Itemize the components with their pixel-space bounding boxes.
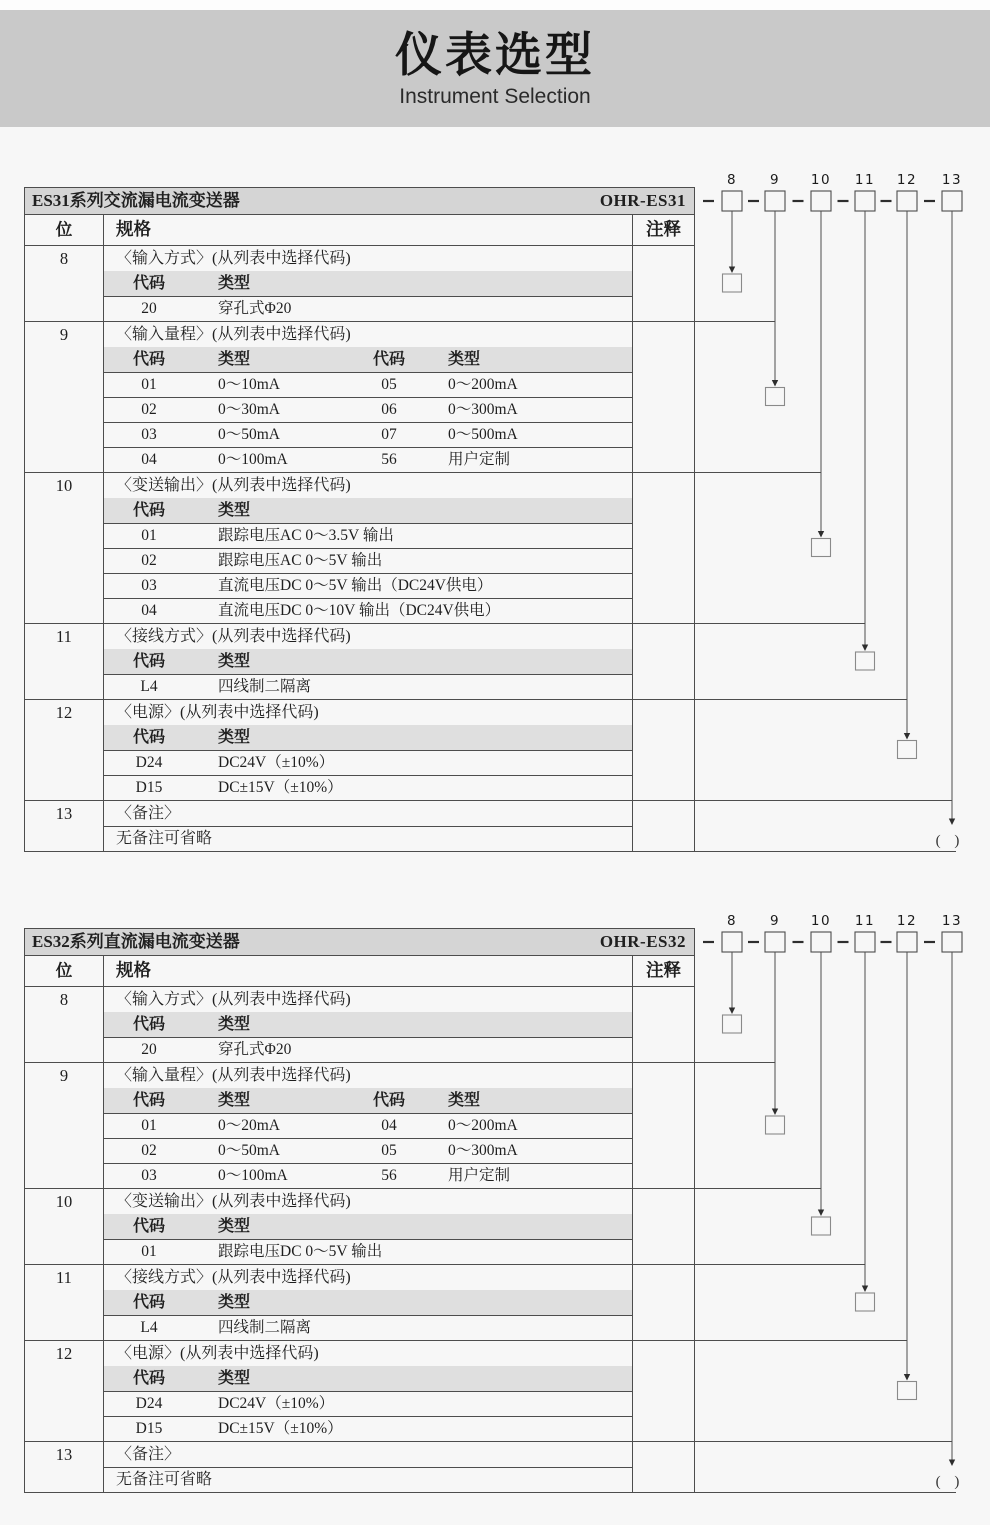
digit-label: 9 (769, 172, 781, 188)
code-row (104, 1239, 632, 1264)
spec-title: 〈输入方式〉(从列表中选择代码) (116, 250, 351, 267)
target-box (856, 652, 875, 670)
code-table-header (104, 347, 632, 372)
code-value: 01 (141, 1117, 157, 1134)
spec-cell (104, 473, 633, 623)
spec-row-9 (25, 1062, 694, 1188)
spec-row-10 (25, 1188, 694, 1264)
code-row (104, 1391, 632, 1416)
spec-row-12 (25, 1340, 694, 1441)
code-value: 56 (381, 1167, 397, 1184)
remark-text: 无备注可省略 (104, 1467, 632, 1492)
code-value: 20 (141, 1041, 157, 1058)
type-value: 0～30mA (218, 401, 281, 418)
position-number: 9 (25, 1063, 104, 1188)
code-table-header (104, 649, 632, 674)
digit-label: 10 (810, 172, 832, 188)
selection-table-ohr-es31 (24, 187, 695, 852)
type-value: 直流电压DC 0～5V 输出（DC24V供电） (218, 577, 493, 594)
spec-cell (104, 1341, 633, 1441)
position-number: 10 (25, 473, 104, 623)
col-header-pos: 位 (25, 215, 104, 245)
digit-label: 11 (854, 913, 876, 929)
code-table-header (104, 1366, 632, 1391)
series-band (25, 188, 694, 214)
series-title: ES32系列直流漏电流变送器 (32, 932, 240, 951)
code-value: 05 (381, 1142, 397, 1159)
position-number: 13 (25, 801, 104, 851)
col-header-note: 注释 (646, 960, 681, 980)
code-value: 56 (381, 451, 397, 468)
spec-title: 〈输入量程〉(从列表中选择代码) (116, 326, 351, 343)
code-row (104, 523, 632, 548)
type-value: DC24V（±10%） (218, 1395, 335, 1412)
spec-cell (104, 246, 633, 321)
code-row (104, 775, 632, 800)
type-col-label: 类型 (218, 653, 251, 670)
code-row (104, 548, 632, 573)
spec-row-9 (25, 321, 694, 472)
type-value: 用户定制 (448, 451, 511, 468)
code-position-box (765, 191, 785, 211)
arrowhead-icon (862, 645, 868, 652)
spec-title: 〈变送输出〉(从列表中选择代码) (116, 1193, 351, 1210)
code-col-label: 代码 (132, 1370, 165, 1387)
column-header-row (25, 955, 694, 986)
target-box (898, 741, 917, 759)
type-value: 0～100mA (218, 451, 288, 468)
code-table-header (104, 271, 632, 296)
page-banner (0, 10, 990, 127)
code-position-box (942, 191, 962, 211)
series-title: ES31系列交流漏电流变送器 (32, 191, 240, 210)
spec-cell (104, 322, 633, 472)
type-col-label: 类型 (218, 1218, 251, 1235)
type-value: DC±15V（±10%） (218, 1420, 343, 1437)
note-cell (633, 987, 694, 1062)
col-header-spec: 规格 (104, 956, 633, 986)
type-value: 0～500mA (448, 426, 518, 443)
note-cell (633, 1341, 694, 1441)
remark-parentheses: ( ) (935, 833, 965, 849)
arrowhead-icon (904, 1374, 910, 1381)
code-row (104, 750, 632, 775)
code-value: 01 (141, 1243, 157, 1260)
column-header-row (25, 214, 694, 245)
col-header-note: 注释 (646, 219, 681, 239)
code-value: L4 (140, 678, 158, 695)
code-row (104, 422, 632, 447)
code-value: 04 (381, 1117, 397, 1134)
code-value: 06 (381, 401, 397, 418)
code-value: 05 (381, 376, 397, 393)
type-value: 0～200mA (448, 376, 518, 393)
code-col-label: 代码 (372, 1092, 405, 1109)
type-value: 0～200mA (448, 1117, 518, 1134)
type-value: 0～300mA (448, 401, 518, 418)
spec-title: 〈电源〉(从列表中选择代码) (116, 704, 319, 721)
type-value: 用户定制 (448, 1167, 511, 1184)
note-cell (633, 801, 694, 851)
spec-cell (104, 1189, 633, 1264)
code-table-header (104, 725, 632, 750)
selection-table-ohr-es32 (24, 928, 695, 1493)
code-row (104, 1315, 632, 1340)
type-value: 跟踪电压AC 0～3.5V 输出 (218, 527, 394, 544)
note-cell (633, 624, 694, 699)
code-position-box (811, 932, 831, 952)
spec-title: 〈备注〉 (116, 805, 181, 822)
type-col-label: 类型 (218, 1370, 251, 1387)
type-col-label: 类型 (218, 1294, 251, 1311)
code-row (104, 1113, 632, 1138)
spec-cell (104, 801, 633, 851)
code-row (104, 296, 632, 321)
code-row (104, 397, 632, 422)
arrowhead-icon (904, 733, 910, 740)
remark-text: 无备注可省略 (104, 826, 632, 851)
position-number: 12 (25, 1341, 104, 1441)
arrowhead-icon (729, 1008, 735, 1015)
code-col-label: 代码 (372, 351, 405, 368)
position-number: 8 (25, 987, 104, 1062)
code-position-box (765, 932, 785, 952)
code-value: 01 (141, 376, 157, 393)
code-table-header (104, 1214, 632, 1239)
spec-cell (104, 1063, 633, 1188)
spec-cell (104, 624, 633, 699)
code-row (104, 573, 632, 598)
code-position-box (942, 932, 962, 952)
code-row (104, 1138, 632, 1163)
code-position-box (897, 191, 917, 211)
position-number: 9 (25, 322, 104, 472)
arrowhead-icon (772, 1109, 778, 1116)
code-position-box (722, 932, 742, 952)
position-number: 11 (25, 624, 104, 699)
code-table-header (104, 1012, 632, 1037)
type-col-label: 类型 (448, 1092, 481, 1109)
type-col-label: 类型 (218, 351, 251, 368)
note-cell (633, 246, 694, 321)
target-box (856, 1293, 875, 1311)
spec-cell (104, 987, 633, 1062)
note-cell (633, 700, 694, 800)
remark-parentheses: ( ) (935, 1474, 965, 1490)
type-value: 0～10mA (218, 376, 281, 393)
spec-title: 〈电源〉(从列表中选择代码) (116, 1345, 319, 1362)
type-value: 四线制二隔离 (218, 1319, 312, 1336)
spec-row-8 (25, 986, 694, 1062)
code-table-header (104, 1290, 632, 1315)
code-value: L4 (140, 1319, 158, 1336)
code-row (104, 1037, 632, 1062)
position-number: 8 (25, 246, 104, 321)
position-number: 12 (25, 700, 104, 800)
type-col-label: 类型 (218, 1092, 251, 1109)
code-row (104, 598, 632, 623)
spec-title: 〈变送输出〉(从列表中选择代码) (116, 477, 351, 494)
code-col-label: 代码 (132, 1218, 165, 1235)
code-col-label: 代码 (132, 275, 165, 292)
code-row (104, 372, 632, 397)
type-value: 四线制二隔离 (218, 678, 312, 695)
code-col-label: 代码 (132, 729, 165, 746)
page-title: 仪表选型 (395, 28, 595, 83)
spec-title: 〈接线方式〉(从列表中选择代码) (116, 628, 351, 645)
spec-cell (104, 1442, 633, 1492)
type-col-label: 类型 (218, 502, 251, 519)
target-box (766, 388, 785, 406)
digit-label: 13 (941, 172, 963, 188)
code-value: 07 (381, 426, 397, 443)
arrowhead-icon (729, 267, 735, 274)
code-value: 04 (141, 602, 157, 619)
type-value: 0～50mA (218, 426, 281, 443)
type-value: 0～300mA (448, 1142, 518, 1159)
code-col-label: 代码 (132, 653, 165, 670)
arrowhead-icon (772, 380, 778, 387)
col-header-pos: 位 (25, 956, 104, 986)
code-value: D24 (135, 754, 163, 771)
position-number: 11 (25, 1265, 104, 1340)
digit-label: 13 (941, 913, 963, 929)
code-position-box (855, 932, 875, 952)
arrowhead-icon (949, 819, 955, 826)
spec-row-12 (25, 699, 694, 800)
target-box (812, 1217, 831, 1235)
digit-label: 12 (896, 172, 918, 188)
note-cell (633, 1189, 694, 1264)
code-table-header (104, 498, 632, 523)
spec-title: 〈输入方式〉(从列表中选择代码) (116, 991, 351, 1008)
type-value: 跟踪电压DC 0～5V 输出 (218, 1243, 383, 1260)
position-number: 10 (25, 1189, 104, 1264)
type-col-label: 类型 (218, 275, 251, 292)
col-header-spec: 规格 (104, 215, 633, 245)
digit-label: 8 (726, 172, 738, 188)
arrowhead-icon (862, 1286, 868, 1293)
code-row (104, 447, 632, 472)
code-table-header (104, 1088, 632, 1113)
code-row (104, 1163, 632, 1188)
digit-label: 9 (769, 913, 781, 929)
type-value: 0～100mA (218, 1167, 288, 1184)
note-cell (633, 1265, 694, 1340)
code-position-box (855, 191, 875, 211)
arrowhead-icon (818, 531, 824, 538)
type-value: 穿孔式Φ20 (218, 1041, 292, 1058)
type-value: 0～20mA (218, 1117, 281, 1134)
series-band (25, 929, 694, 955)
code-value: 03 (141, 577, 157, 594)
top-margin-strip (0, 0, 990, 10)
code-value: 02 (141, 1142, 157, 1159)
code-value: 03 (141, 426, 157, 443)
code-col-label: 代码 (132, 351, 165, 368)
spec-title: 〈接线方式〉(从列表中选择代码) (116, 1269, 351, 1286)
code-value: D24 (135, 1395, 163, 1412)
spec-row-13 (25, 800, 694, 851)
code-col-label: 代码 (132, 1092, 165, 1109)
target-box (766, 1116, 785, 1134)
spec-row-11 (25, 1264, 694, 1340)
code-position-box (811, 191, 831, 211)
model-code: OHR-ES32 (599, 932, 686, 951)
code-row (104, 1416, 632, 1441)
model-code: OHR-ES31 (599, 191, 686, 210)
spec-title: 〈输入量程〉(从列表中选择代码) (116, 1067, 351, 1084)
spec-cell (104, 1265, 633, 1340)
digit-label: 8 (726, 913, 738, 929)
target-box (723, 1015, 742, 1033)
arrowhead-icon (818, 1210, 824, 1217)
code-value: 01 (141, 527, 157, 544)
type-col-label: 类型 (218, 729, 251, 746)
code-value: D15 (135, 1420, 163, 1437)
spec-title: 〈备注〉 (116, 1446, 181, 1463)
code-value: 03 (141, 1167, 157, 1184)
code-value: D15 (135, 779, 163, 796)
code-row (104, 674, 632, 699)
type-value: DC24V（±10%） (218, 754, 335, 771)
type-value: 穿孔式Φ20 (218, 300, 292, 317)
target-box (898, 1382, 917, 1400)
arrowhead-icon (949, 1460, 955, 1467)
type-value: 直流电压DC 0～10V 输出（DC24V供电） (218, 602, 501, 619)
spec-row-13 (25, 1441, 694, 1492)
note-cell (633, 1063, 694, 1188)
spec-row-11 (25, 623, 694, 699)
type-value: 0～50mA (218, 1142, 281, 1159)
code-value: 04 (141, 451, 157, 468)
note-cell (633, 1442, 694, 1492)
type-value: 跟踪电压AC 0～5V 输出 (218, 552, 383, 569)
code-col-label: 代码 (132, 1016, 165, 1033)
page-subtitle: Instrument Selection (399, 84, 591, 108)
digit-label: 12 (896, 913, 918, 929)
type-col-label: 类型 (448, 351, 481, 368)
code-col-label: 代码 (132, 1294, 165, 1311)
digit-label: 11 (854, 172, 876, 188)
target-box (723, 274, 742, 292)
code-value: 02 (141, 552, 157, 569)
code-col-label: 代码 (132, 502, 165, 519)
code-value: 02 (141, 401, 157, 418)
code-position-box (722, 191, 742, 211)
note-cell (633, 322, 694, 472)
position-number: 13 (25, 1442, 104, 1492)
target-box (812, 539, 831, 557)
spec-cell (104, 700, 633, 800)
spec-row-8 (25, 245, 694, 321)
type-value: DC±15V（±10%） (218, 779, 343, 796)
note-cell (633, 473, 694, 623)
code-position-box (897, 932, 917, 952)
code-value: 20 (141, 300, 157, 317)
spec-row-10 (25, 472, 694, 623)
type-col-label: 类型 (218, 1016, 251, 1033)
digit-label: 10 (810, 913, 832, 929)
